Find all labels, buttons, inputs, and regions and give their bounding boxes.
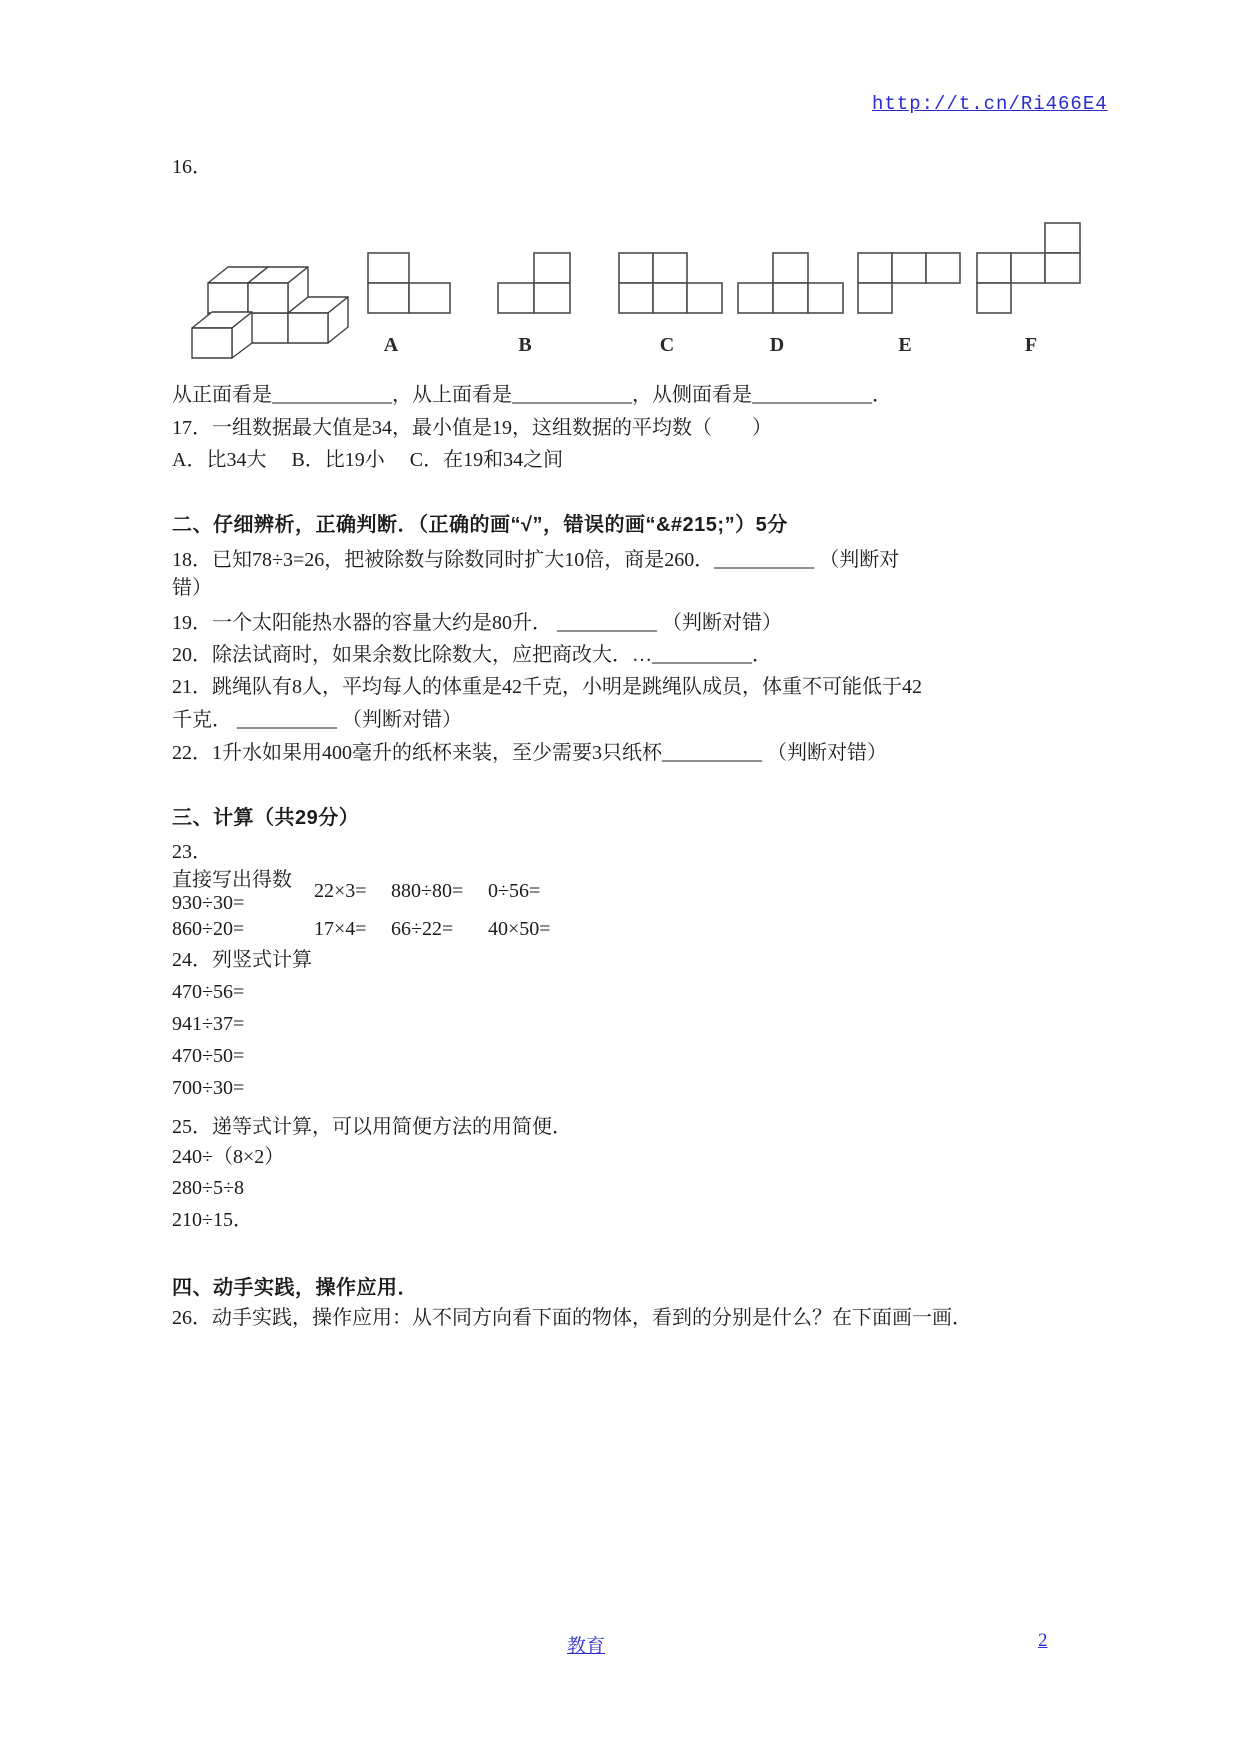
q23-row2-eq4: 40×50= (488, 918, 551, 940)
question-26-text: 26．动手实践，操作应用：从不同方向看下面的物体，看到的分别是什么？在下面画一画． (172, 1307, 972, 1329)
q23-row1-eq1: 930÷30= (172, 892, 245, 914)
q25-equation-3: 210÷15． (172, 1209, 253, 1231)
footer-edu-link[interactable]: 教育 (567, 1636, 606, 1657)
q24-equation-2: 941÷37= (172, 1013, 245, 1035)
question-23-number: 23． (172, 841, 212, 863)
figure-label-b: B (518, 334, 532, 356)
q24-equation-4: 700÷30= (172, 1077, 245, 1099)
net-shape-a (368, 253, 450, 313)
section-4-heading: 四、动手实践，操作应用． (172, 1277, 418, 1299)
figure-label-e: E (898, 334, 912, 356)
q24-equation-1: 470÷56= (172, 981, 245, 1003)
net-shape-e (858, 253, 960, 313)
cube-stack-drawing (192, 267, 348, 358)
q23-row1-eq4: 0÷56= (488, 880, 541, 902)
question-18-line2: 错） (172, 577, 212, 599)
question-19-text: 19．一个太阳能热水器的容量大约是80升． __________ （判断对错） (172, 612, 782, 634)
question-22-text: 22．1升水如果用400毫升的纸杯来装，至少需要3只纸杯__________ （判断对错） (172, 742, 887, 764)
net-shape-c (619, 253, 722, 313)
question-21-line2: 千克． __________ （判断对错） (172, 709, 462, 731)
source-url-link[interactable]: http://t.cn/Ri466E4 (872, 93, 1108, 115)
q25-equation-1: 240÷（8×2） (172, 1146, 285, 1168)
figure-label-a: A (383, 334, 399, 356)
question-24-text: 24．列竖式计算 (172, 949, 312, 971)
figure-label-c: C (659, 334, 675, 356)
question-25-text: 25．递等式计算，可以用简便方法的用简便． (172, 1116, 572, 1138)
section-3-heading: 三、计算（共29分） (172, 807, 360, 829)
q23-row2-eq3: 66÷22= (391, 918, 454, 940)
question-16-number: 16． (172, 156, 212, 178)
q23-row2-eq2: 17×4= (314, 918, 367, 940)
question-17-text: 17．一组数据最大值是34，最小值是19，这组数据的平均数（ ） (172, 417, 772, 439)
question-18-line1: 18．已知78÷3=26，把被除数与除数同时扩大10倍，商是260．__________ （判断对 (172, 549, 900, 571)
question-23-instruction: 直接写出得数 (172, 869, 292, 891)
figure-label-d: D (769, 334, 785, 356)
figure-label-f: F (1024, 334, 1038, 356)
q24-equation-3: 470÷50= (172, 1045, 245, 1067)
section-2-heading: 二、仔细辨析，正确判断．（正确的画“√”，错误的画“&#215;”）5分 (172, 514, 788, 536)
net-shape-b (498, 253, 570, 313)
q25-equation-2: 280÷5÷8 (172, 1177, 244, 1199)
question16-figure (165, 185, 1095, 365)
q23-row1-eq2: 22×3= (314, 880, 367, 902)
question-16-views-blanks: 从正面看是____________，从上面看是____________，从侧面看是____________． (172, 384, 892, 406)
footer-page-number[interactable]: 2 (1038, 1630, 1048, 1651)
net-shape-d (738, 253, 843, 313)
net-shape-f (977, 223, 1080, 313)
q23-row2-eq1: 860÷20= (172, 918, 245, 940)
question-20-text: 20．除法试商时，如果余数比除数大，应把商改大．…__________． (172, 644, 772, 666)
q23-row1-eq3: 880÷80= (391, 880, 464, 902)
question-21-line1: 21．跳绳队有8人，平均每人的体重是42千克，小明是跳绳队成员，体重不可能低于42 (172, 676, 922, 698)
question-17-options: A．比34大 B．比19小 C．在19和34之间 (172, 449, 564, 471)
